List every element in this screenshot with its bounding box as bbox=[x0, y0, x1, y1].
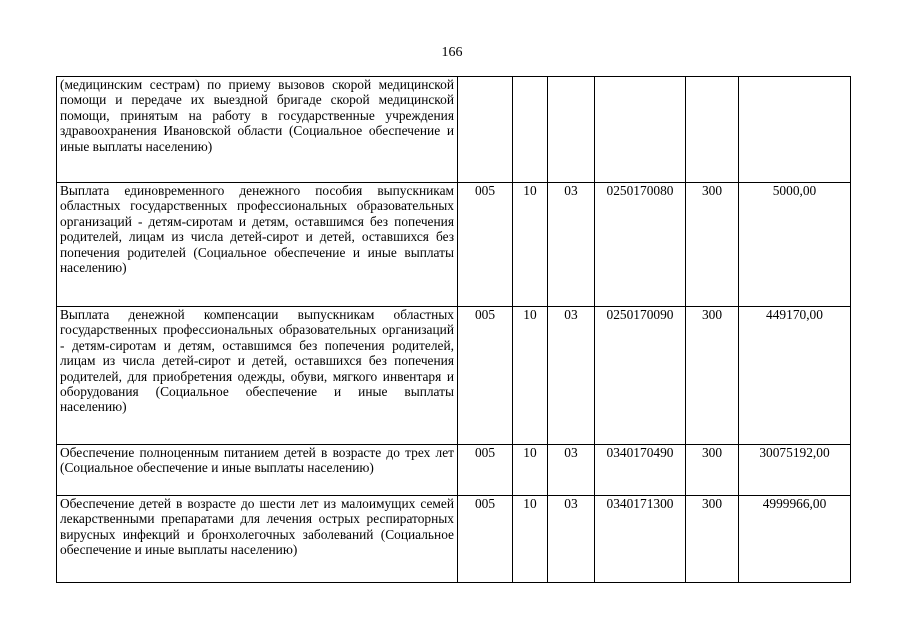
amount: 30075192,00 bbox=[739, 445, 851, 496]
row-description: Обеспечение полноценным питанием детей в возрасте до трех лет (Социальное обеспечение и иные выплаты населению) bbox=[57, 445, 458, 496]
budget-table bbox=[56, 76, 851, 583]
expense-type-code bbox=[686, 77, 739, 183]
table-row bbox=[57, 307, 851, 445]
row-description: Обеспечение детей в возрасте до шести лет из малоимущих семей лекарственными препаратами для лечения острых респираторных вирусных инфекций и бронхолегочных заболеваний (Социальное обеспечение и иные выплаты населению) bbox=[57, 496, 458, 583]
expense-type-code: 300 bbox=[686, 307, 739, 445]
section-code: 10 bbox=[513, 445, 548, 496]
subsection-code: 03 bbox=[548, 496, 595, 583]
table-row bbox=[57, 496, 851, 583]
section-code: 10 bbox=[513, 307, 548, 445]
ministry-code: 005 bbox=[458, 307, 513, 445]
table-row bbox=[57, 77, 851, 183]
amount bbox=[739, 77, 851, 183]
subsection-code: 03 bbox=[548, 307, 595, 445]
ministry-code: 005 bbox=[458, 445, 513, 496]
target-article-code: 0340170490 bbox=[595, 445, 686, 496]
amount: 449170,00 bbox=[739, 307, 851, 445]
section-code: 10 bbox=[513, 496, 548, 583]
amount: 5000,00 bbox=[739, 183, 851, 307]
page-number: 166 bbox=[441, 45, 463, 60]
amount: 4999966,00 bbox=[739, 496, 851, 583]
table-row bbox=[57, 445, 851, 496]
section-code: 10 bbox=[513, 183, 548, 307]
expense-type-code: 300 bbox=[686, 183, 739, 307]
section-code bbox=[513, 77, 548, 183]
row-description: Выплата единовременного денежного пособия выпускникам областных государственных профессиональных образовательных организаций - детям-сиротам и детям, оставшимся без попечения родителей, лицам из числа детей-сирот и детей, оставшихся без попечения родителей (Социальное обеспечение и иные выплаты населению) bbox=[57, 183, 458, 307]
subsection-code bbox=[548, 77, 595, 183]
ministry-code: 005 bbox=[458, 183, 513, 307]
ministry-code bbox=[458, 77, 513, 183]
row-description: (медицинским сестрам) по приему вызовов скорой медицинской помощи и передаче их выездной бригаде скорой медицинской помощи, принятым на работу в государственные учреждения здравоохранения Ивановской области (Социальное обеспечение и иные выплаты населению) bbox=[57, 77, 458, 183]
table-row bbox=[57, 183, 851, 307]
subsection-code: 03 bbox=[548, 183, 595, 307]
expense-type-code: 300 bbox=[686, 496, 739, 583]
row-description: Выплата денежной компенсации выпускникам областных государственных профессиональных образовательных организаций - детям-сиротам и детям, оставшимся без попечения родителей, лицам из числа детей-сирот и детей, оставшихся без попечения родителей, для приобретения одежды, обуви, мягкого инвентаря и оборудования (Социальное обеспечение и иные выплаты населению) bbox=[57, 307, 458, 445]
target-article-code: 0340171300 bbox=[595, 496, 686, 583]
target-article-code bbox=[595, 77, 686, 183]
ministry-code: 005 bbox=[458, 496, 513, 583]
expense-type-code: 300 bbox=[686, 445, 739, 496]
subsection-code: 03 bbox=[548, 445, 595, 496]
target-article-code: 0250170090 bbox=[595, 307, 686, 445]
target-article-code: 0250170080 bbox=[595, 183, 686, 307]
